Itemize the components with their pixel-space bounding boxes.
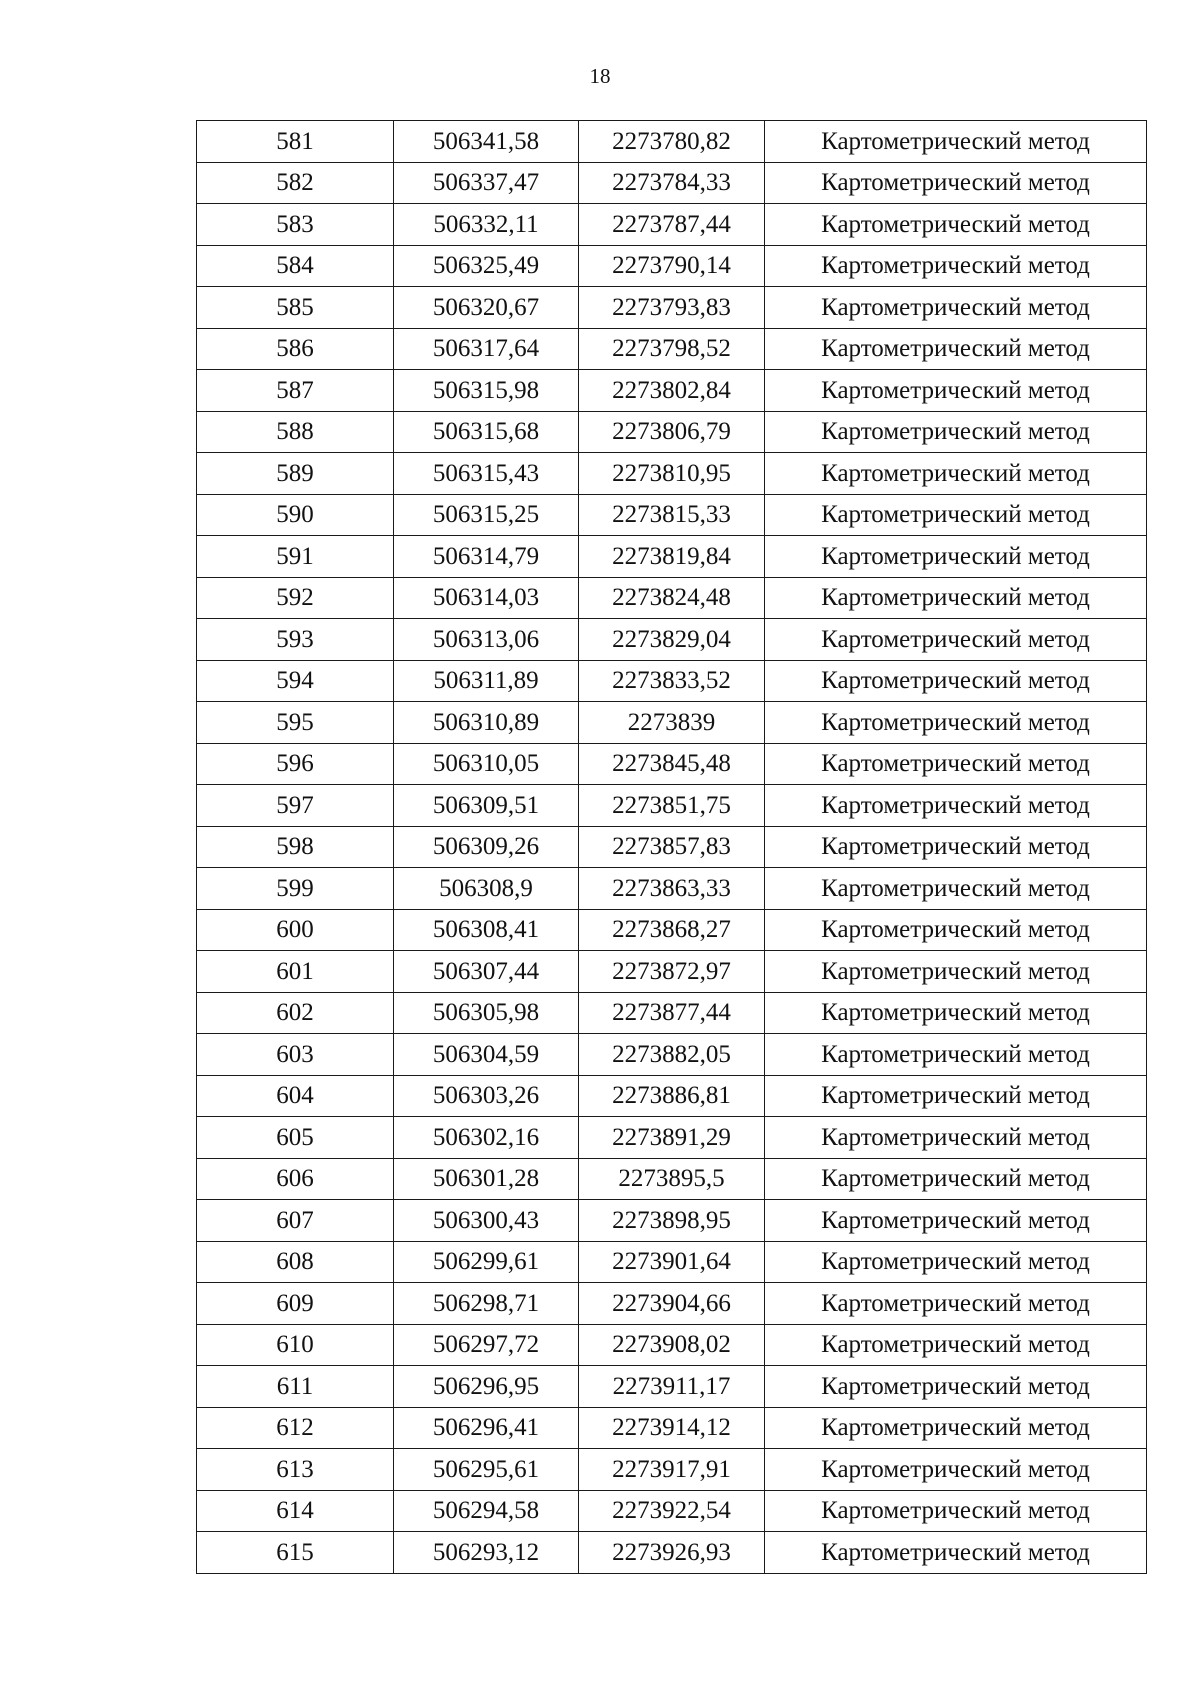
- point-number-cell: 583: [197, 204, 394, 246]
- method-cell: Картометрический метод: [765, 245, 1147, 287]
- method-cell: Картометрический метод: [765, 743, 1147, 785]
- x-coordinate-cell: 506308,9: [394, 868, 579, 910]
- table-row: [197, 951, 1147, 993]
- table-row: [197, 245, 1147, 287]
- method-cell: Картометрический метод: [765, 702, 1147, 744]
- table-row: [197, 992, 1147, 1034]
- method-cell: Картометрический метод: [765, 453, 1147, 495]
- point-number-cell: 584: [197, 245, 394, 287]
- y-coordinate-cell: 2273824,48: [579, 577, 765, 619]
- point-number-cell: 594: [197, 660, 394, 702]
- point-number-cell: 588: [197, 411, 394, 453]
- x-coordinate-cell: 506300,43: [394, 1200, 579, 1242]
- point-number-cell: 598: [197, 826, 394, 868]
- x-coordinate-cell: 506298,71: [394, 1283, 579, 1325]
- method-cell: Картометрический метод: [765, 1034, 1147, 1076]
- point-number-cell: 607: [197, 1200, 394, 1242]
- y-coordinate-cell: 2273917,91: [579, 1449, 765, 1491]
- x-coordinate-cell: 506332,11: [394, 204, 579, 246]
- point-number-cell: 603: [197, 1034, 394, 1076]
- x-coordinate-cell: 506315,25: [394, 494, 579, 536]
- y-coordinate-cell: 2273857,83: [579, 826, 765, 868]
- table-row: [197, 411, 1147, 453]
- x-coordinate-cell: 506315,43: [394, 453, 579, 495]
- y-coordinate-cell: 2273790,14: [579, 245, 765, 287]
- table-row: [197, 619, 1147, 661]
- y-coordinate-cell: 2273863,33: [579, 868, 765, 910]
- point-number-cell: 605: [197, 1117, 394, 1159]
- coordinates-table: [196, 120, 1147, 1574]
- x-coordinate-cell: 506299,61: [394, 1241, 579, 1283]
- point-number-cell: 613: [197, 1449, 394, 1491]
- table-row: [197, 660, 1147, 702]
- y-coordinate-cell: 2273839: [579, 702, 765, 744]
- x-coordinate-cell: 506304,59: [394, 1034, 579, 1076]
- method-cell: Картометрический метод: [765, 619, 1147, 661]
- y-coordinate-cell: 2273926,93: [579, 1532, 765, 1574]
- point-number-cell: 599: [197, 868, 394, 910]
- point-number-cell: 593: [197, 619, 394, 661]
- point-number-cell: 611: [197, 1366, 394, 1408]
- y-coordinate-cell: 2273891,29: [579, 1117, 765, 1159]
- y-coordinate-cell: 2273780,82: [579, 121, 765, 163]
- x-coordinate-cell: 506337,47: [394, 162, 579, 204]
- y-coordinate-cell: 2273829,04: [579, 619, 765, 661]
- y-coordinate-cell: 2273798,52: [579, 328, 765, 370]
- y-coordinate-cell: 2273802,84: [579, 370, 765, 412]
- y-coordinate-cell: 2273877,44: [579, 992, 765, 1034]
- point-number-cell: 610: [197, 1324, 394, 1366]
- point-number-cell: 586: [197, 328, 394, 370]
- x-coordinate-cell: 506315,68: [394, 411, 579, 453]
- x-coordinate-cell: 506314,79: [394, 536, 579, 578]
- table-row: [197, 1283, 1147, 1325]
- table-row: [197, 1075, 1147, 1117]
- method-cell: Картометрический метод: [765, 1407, 1147, 1449]
- method-cell: Картометрический метод: [765, 1366, 1147, 1408]
- y-coordinate-cell: 2273895,5: [579, 1158, 765, 1200]
- table-row: [197, 494, 1147, 536]
- method-cell: Картометрический метод: [765, 287, 1147, 329]
- method-cell: Картометрический метод: [765, 1532, 1147, 1574]
- table-row: [197, 536, 1147, 578]
- y-coordinate-cell: 2273845,48: [579, 743, 765, 785]
- point-number-cell: 614: [197, 1490, 394, 1532]
- x-coordinate-cell: 506296,41: [394, 1407, 579, 1449]
- point-number-cell: 602: [197, 992, 394, 1034]
- x-coordinate-cell: 506310,05: [394, 743, 579, 785]
- method-cell: Картометрический метод: [765, 1241, 1147, 1283]
- method-cell: Картометрический метод: [765, 785, 1147, 827]
- x-coordinate-cell: 506314,03: [394, 577, 579, 619]
- point-number-cell: 589: [197, 453, 394, 495]
- method-cell: Картометрический метод: [765, 951, 1147, 993]
- point-number-cell: 585: [197, 287, 394, 329]
- x-coordinate-cell: 506311,89: [394, 660, 579, 702]
- table-row: [197, 1324, 1147, 1366]
- x-coordinate-cell: 506315,98: [394, 370, 579, 412]
- point-number-cell: 612: [197, 1407, 394, 1449]
- table-row: [197, 1117, 1147, 1159]
- y-coordinate-cell: 2273810,95: [579, 453, 765, 495]
- point-number-cell: 606: [197, 1158, 394, 1200]
- table-row: [197, 826, 1147, 868]
- method-cell: Картометрический метод: [765, 1490, 1147, 1532]
- y-coordinate-cell: 2273851,75: [579, 785, 765, 827]
- method-cell: Картометрический метод: [765, 162, 1147, 204]
- method-cell: Картометрический метод: [765, 411, 1147, 453]
- method-cell: Картометрический метод: [765, 1075, 1147, 1117]
- method-cell: Картометрический метод: [765, 577, 1147, 619]
- point-number-cell: 582: [197, 162, 394, 204]
- table-row: [197, 868, 1147, 910]
- x-coordinate-cell: 506303,26: [394, 1075, 579, 1117]
- table-row: [197, 121, 1147, 163]
- point-number-cell: 591: [197, 536, 394, 578]
- point-number-cell: 604: [197, 1075, 394, 1117]
- point-number-cell: 601: [197, 951, 394, 993]
- x-coordinate-cell: 506295,61: [394, 1449, 579, 1491]
- x-coordinate-cell: 506293,12: [394, 1532, 579, 1574]
- x-coordinate-cell: 506294,58: [394, 1490, 579, 1532]
- table-row: [197, 743, 1147, 785]
- y-coordinate-cell: 2273914,12: [579, 1407, 765, 1449]
- y-coordinate-cell: 2273886,81: [579, 1075, 765, 1117]
- method-cell: Картометрический метод: [765, 909, 1147, 951]
- y-coordinate-cell: 2273868,27: [579, 909, 765, 951]
- method-cell: Картометрический метод: [765, 121, 1147, 163]
- y-coordinate-cell: 2273922,54: [579, 1490, 765, 1532]
- table-row: [197, 577, 1147, 619]
- table-row: [197, 1034, 1147, 1076]
- y-coordinate-cell: 2273787,44: [579, 204, 765, 246]
- point-number-cell: 590: [197, 494, 394, 536]
- x-coordinate-cell: 506341,58: [394, 121, 579, 163]
- table-row: [197, 1490, 1147, 1532]
- y-coordinate-cell: 2273901,64: [579, 1241, 765, 1283]
- table-row: [197, 328, 1147, 370]
- coordinates-table-body: [197, 121, 1147, 1574]
- method-cell: Картометрический метод: [765, 370, 1147, 412]
- y-coordinate-cell: 2273882,05: [579, 1034, 765, 1076]
- method-cell: Картометрический метод: [765, 1117, 1147, 1159]
- y-coordinate-cell: 2273872,97: [579, 951, 765, 993]
- x-coordinate-cell: 506320,67: [394, 287, 579, 329]
- table-row: [197, 1407, 1147, 1449]
- method-cell: Картометрический метод: [765, 1449, 1147, 1491]
- x-coordinate-cell: 506307,44: [394, 951, 579, 993]
- x-coordinate-cell: 506317,64: [394, 328, 579, 370]
- point-number-cell: 596: [197, 743, 394, 785]
- y-coordinate-cell: 2273833,52: [579, 660, 765, 702]
- table-row: [197, 785, 1147, 827]
- method-cell: Картометрический метод: [765, 1283, 1147, 1325]
- point-number-cell: 608: [197, 1241, 394, 1283]
- method-cell: Картометрический метод: [765, 1200, 1147, 1242]
- y-coordinate-cell: 2273815,33: [579, 494, 765, 536]
- x-coordinate-cell: 506313,06: [394, 619, 579, 661]
- point-number-cell: 587: [197, 370, 394, 412]
- table-row: [197, 453, 1147, 495]
- table-row: [197, 1200, 1147, 1242]
- x-coordinate-cell: 506310,89: [394, 702, 579, 744]
- table-row: [197, 702, 1147, 744]
- method-cell: Картометрический метод: [765, 1324, 1147, 1366]
- table-row: [197, 1158, 1147, 1200]
- method-cell: Картометрический метод: [765, 536, 1147, 578]
- point-number-cell: 592: [197, 577, 394, 619]
- method-cell: Картометрический метод: [765, 328, 1147, 370]
- table-row: [197, 370, 1147, 412]
- x-coordinate-cell: 506309,26: [394, 826, 579, 868]
- point-number-cell: 615: [197, 1532, 394, 1574]
- x-coordinate-cell: 506305,98: [394, 992, 579, 1034]
- page-number: 18: [589, 64, 611, 88]
- point-number-cell: 597: [197, 785, 394, 827]
- table-row: [197, 1241, 1147, 1283]
- y-coordinate-cell: 2273911,17: [579, 1366, 765, 1408]
- y-coordinate-cell: 2273806,79: [579, 411, 765, 453]
- method-cell: Картометрический метод: [765, 826, 1147, 868]
- point-number-cell: 600: [197, 909, 394, 951]
- table-row: [197, 1532, 1147, 1574]
- table-row: [197, 909, 1147, 951]
- x-coordinate-cell: 506301,28: [394, 1158, 579, 1200]
- y-coordinate-cell: 2273898,95: [579, 1200, 765, 1242]
- y-coordinate-cell: 2273904,66: [579, 1283, 765, 1325]
- method-cell: Картометрический метод: [765, 660, 1147, 702]
- y-coordinate-cell: 2273908,02: [579, 1324, 765, 1366]
- x-coordinate-cell: 506302,16: [394, 1117, 579, 1159]
- x-coordinate-cell: 506308,41: [394, 909, 579, 951]
- table-row: [197, 1366, 1147, 1408]
- point-number-cell: 609: [197, 1283, 394, 1325]
- x-coordinate-cell: 506297,72: [394, 1324, 579, 1366]
- y-coordinate-cell: 2273784,33: [579, 162, 765, 204]
- table-row: [197, 1449, 1147, 1491]
- table-row: [197, 162, 1147, 204]
- table-row: [197, 204, 1147, 246]
- method-cell: Картометрический метод: [765, 992, 1147, 1034]
- point-number-cell: 595: [197, 702, 394, 744]
- method-cell: Картометрический метод: [765, 1158, 1147, 1200]
- x-coordinate-cell: 506309,51: [394, 785, 579, 827]
- table-row: [197, 287, 1147, 329]
- method-cell: Картометрический метод: [765, 204, 1147, 246]
- method-cell: Картометрический метод: [765, 868, 1147, 910]
- x-coordinate-cell: 506296,95: [394, 1366, 579, 1408]
- point-number-cell: 581: [197, 121, 394, 163]
- method-cell: Картометрический метод: [765, 494, 1147, 536]
- y-coordinate-cell: 2273793,83: [579, 287, 765, 329]
- y-coordinate-cell: 2273819,84: [579, 536, 765, 578]
- x-coordinate-cell: 506325,49: [394, 245, 579, 287]
